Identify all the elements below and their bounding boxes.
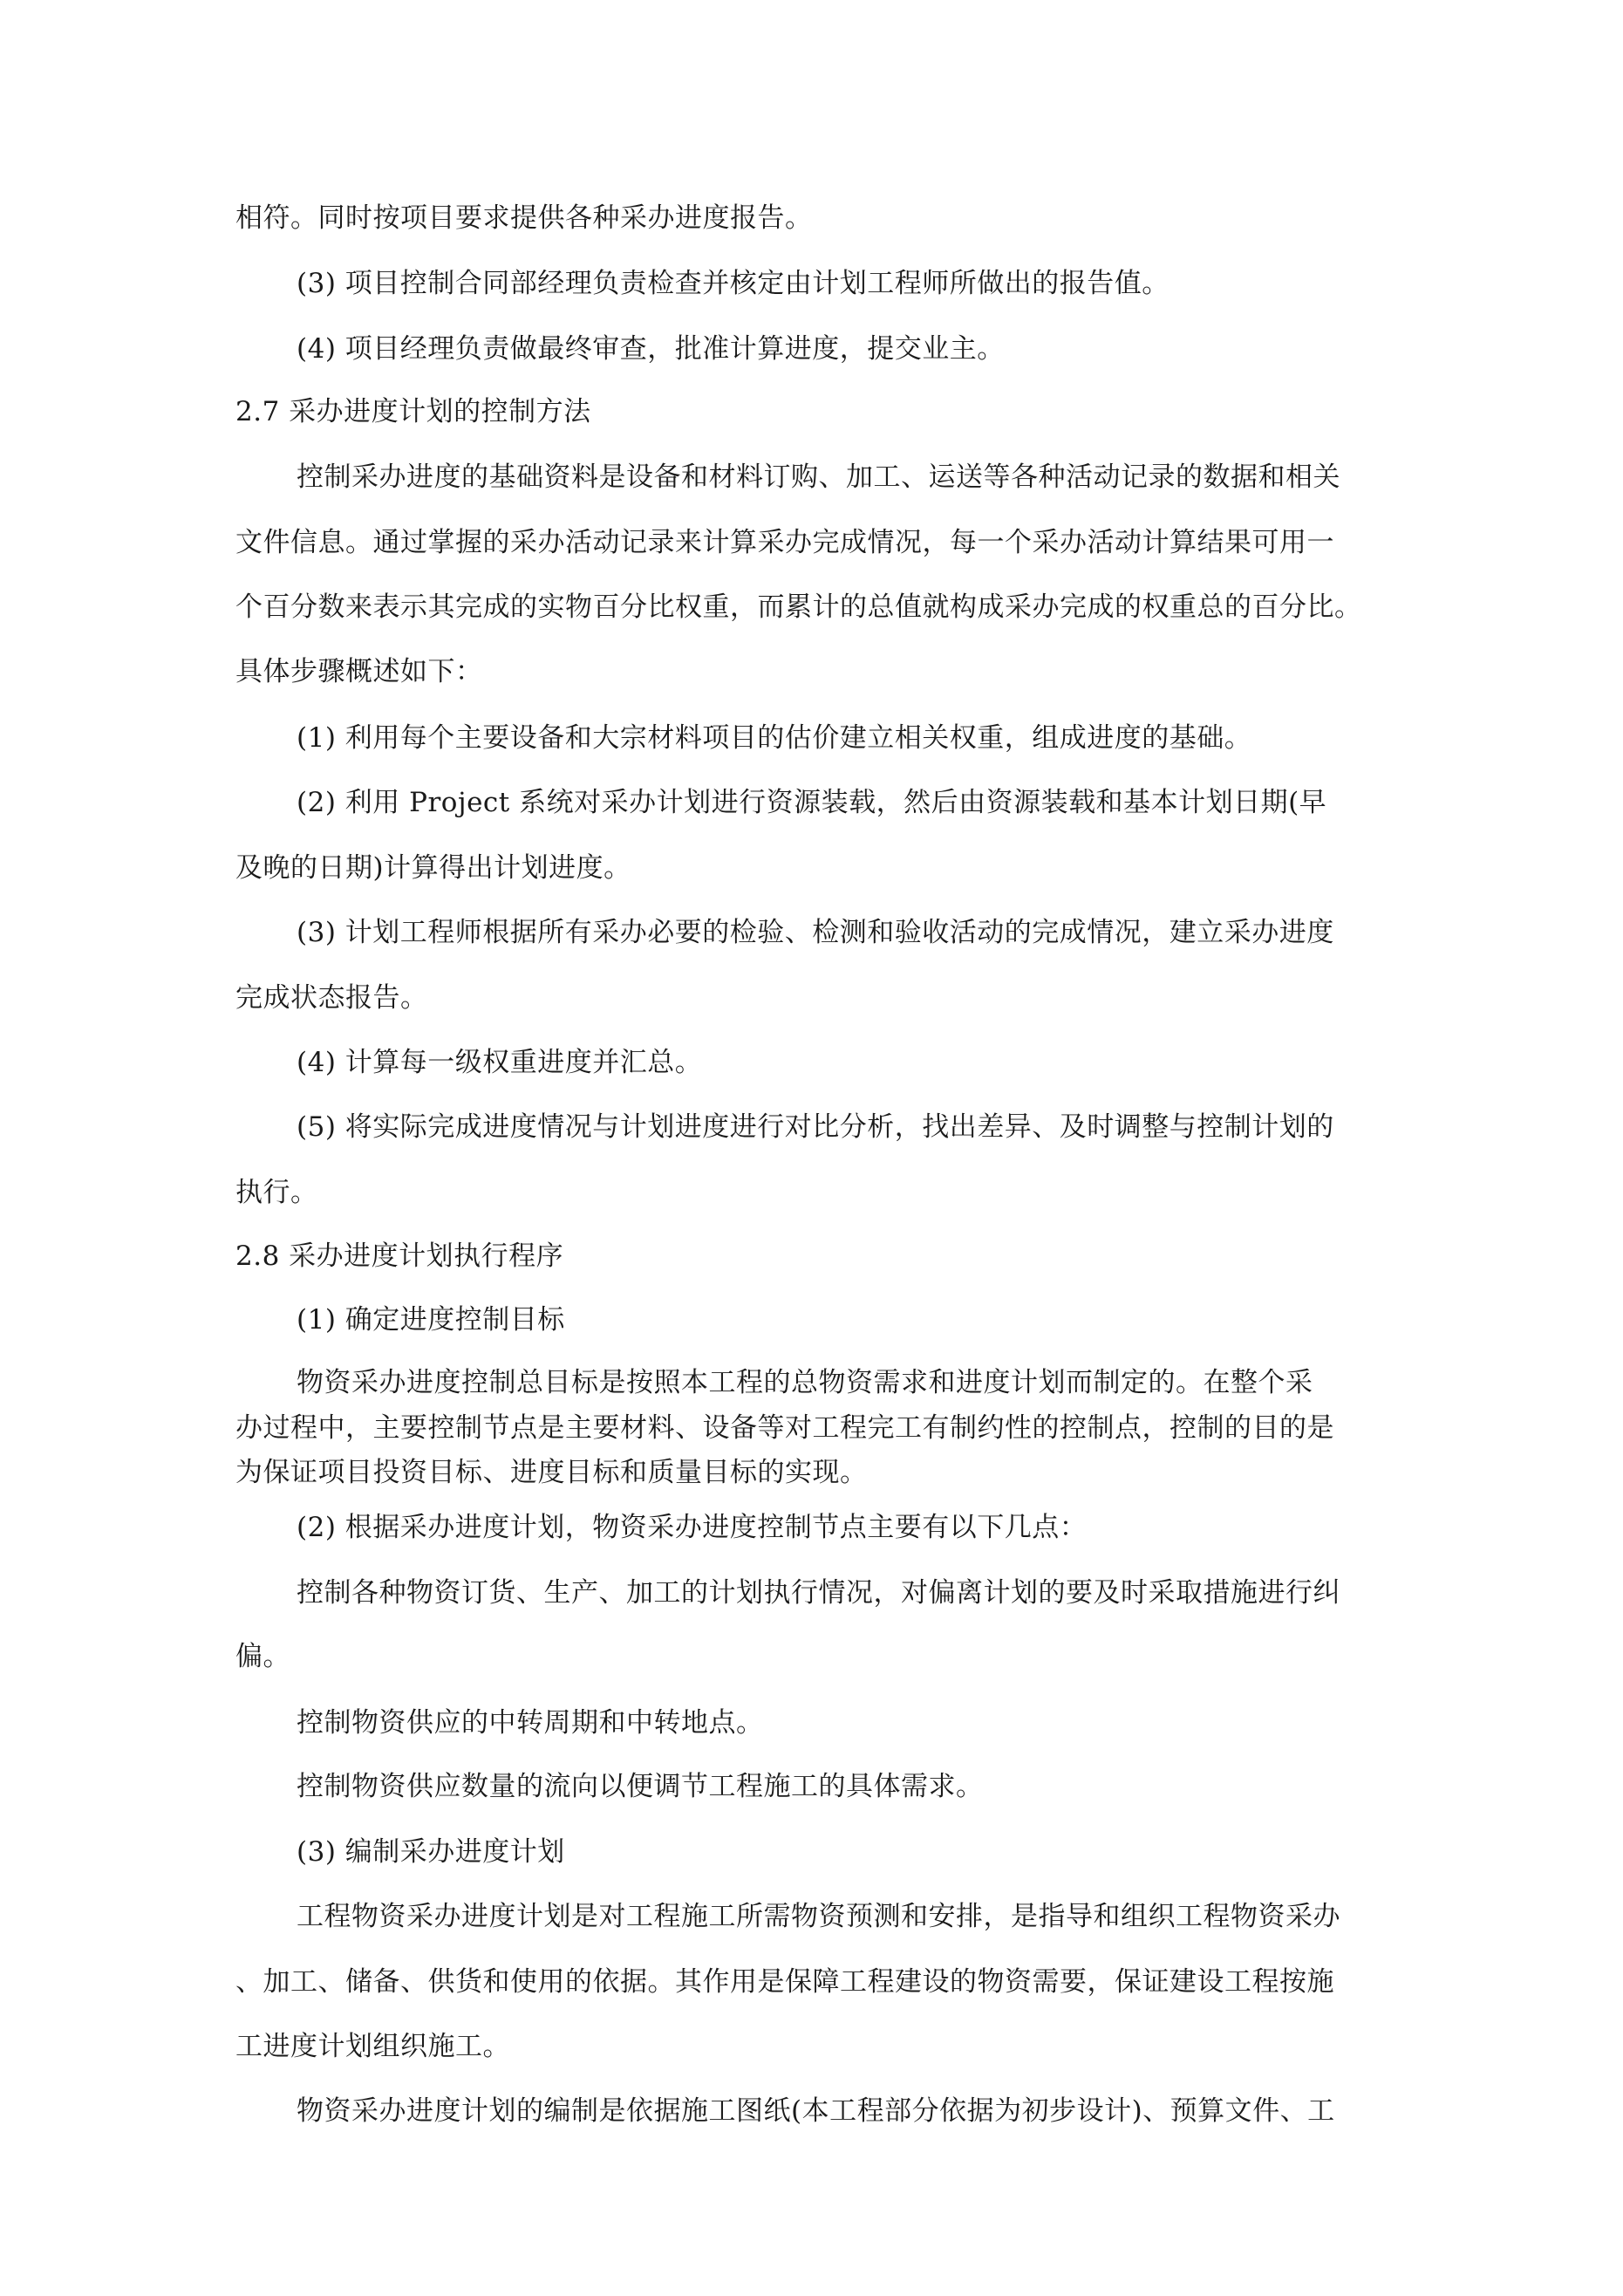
section-heading: 2.8 采办进度计划执行程序	[235, 1240, 564, 1272]
paragraph-line: 控制物资供应的中转周期和中转地点。	[297, 1707, 764, 1739]
list-item: (2) 根据采办进度计划，物资采办进度控制节点主要有以下几点：	[297, 1512, 1088, 1543]
paragraph-line: 控制各种物资订货、生产、加工的计划执行情况，对偏离计划的要及时采取措施进行纠	[297, 1577, 1340, 1609]
list-item: (3) 编制采办进度计划	[297, 1836, 565, 1868]
list-item: (4) 计算每一级权重进度并汇总。	[297, 1047, 703, 1078]
list-item: (3) 项目控制合同部经理负责检查并核定由计划工程师所做出的报告值。	[297, 268, 1170, 299]
paragraph-line: 、加工、储备、供货和使用的依据。其作用是保障工程建设的物资需要，保证建设工程按施	[235, 1966, 1334, 1998]
list-item: (5) 将实际完成进度情况与计划进度进行对比分析，找出差异、及时调整与控制计划的	[297, 1111, 1334, 1143]
list-item: (1) 确定进度控制目标	[297, 1304, 565, 1336]
list-item: (1) 利用每个主要设备和大宗材料项目的估价建立相关权重，组成进度的基础。	[297, 722, 1252, 754]
paragraph-line: 物资采办进度计划的编制是依据施工图纸(本工程部分依据为初步设计)、预算文件、工	[297, 2095, 1335, 2127]
paragraph-line: 为保证项目投资目标、进度目标和质量目标的实现。	[235, 1457, 868, 1488]
list-item: (4) 项目经理负责做最终审查，批准计算进度，提交业主。	[297, 333, 1005, 365]
paragraph-line: 办过程中，主要控制节点是主要材料、设备等对工程完工有制约性的控制点，控制的目的是	[235, 1412, 1334, 1444]
paragraph-line: 偏。	[235, 1641, 290, 1672]
paragraph-line: 物资采办进度控制总目标是按照本工程的总物资需求和进度计划而制定的。在整个采	[297, 1367, 1313, 1398]
list-item: (2) 利用 Project 系统对采办计划进行资源装载，然后由资源装载和基本计划日期(早	[297, 787, 1327, 818]
paragraph-line: 工进度计划组织施工。	[235, 2031, 510, 2062]
paragraph-line: 具体步骤概述如下：	[235, 656, 483, 687]
paragraph-line: 完成状态报告。	[235, 982, 428, 1014]
paragraph-line: 文件信息。通过掌握的采办活动记录来计算采办完成情况，每一个采办活动计算结果可用一	[235, 527, 1334, 558]
paragraph-line: 工程物资采办进度计划是对工程施工所需物资预测和安排，是指导和组织工程物资采办	[297, 1901, 1340, 1932]
section-heading: 2.7 采办进度计划的控制方法	[235, 396, 591, 427]
paragraph-line: 控制物资供应数量的流向以便调节工程施工的具体需求。	[297, 1771, 984, 1802]
paragraph-line: 相符。同时按项目要求提供各种采办进度报告。	[235, 202, 813, 234]
paragraph-line: 控制采办进度的基础资料是设备和材料订购、加工、运送等各种活动记录的数据和相关	[297, 461, 1340, 493]
paragraph-line: 执行。	[235, 1177, 318, 1208]
paragraph-line: 个百分数来表示其完成的实物百分比权重，而累计的总值就构成采办完成的权重总的百分比。	[235, 591, 1362, 623]
list-item: (3) 计划工程师根据所有采办必要的检验、检测和验收活动的完成情况，建立采办进度	[297, 917, 1334, 948]
paragraph-line: 及晚的日期)计算得出计划进度。	[235, 852, 631, 884]
